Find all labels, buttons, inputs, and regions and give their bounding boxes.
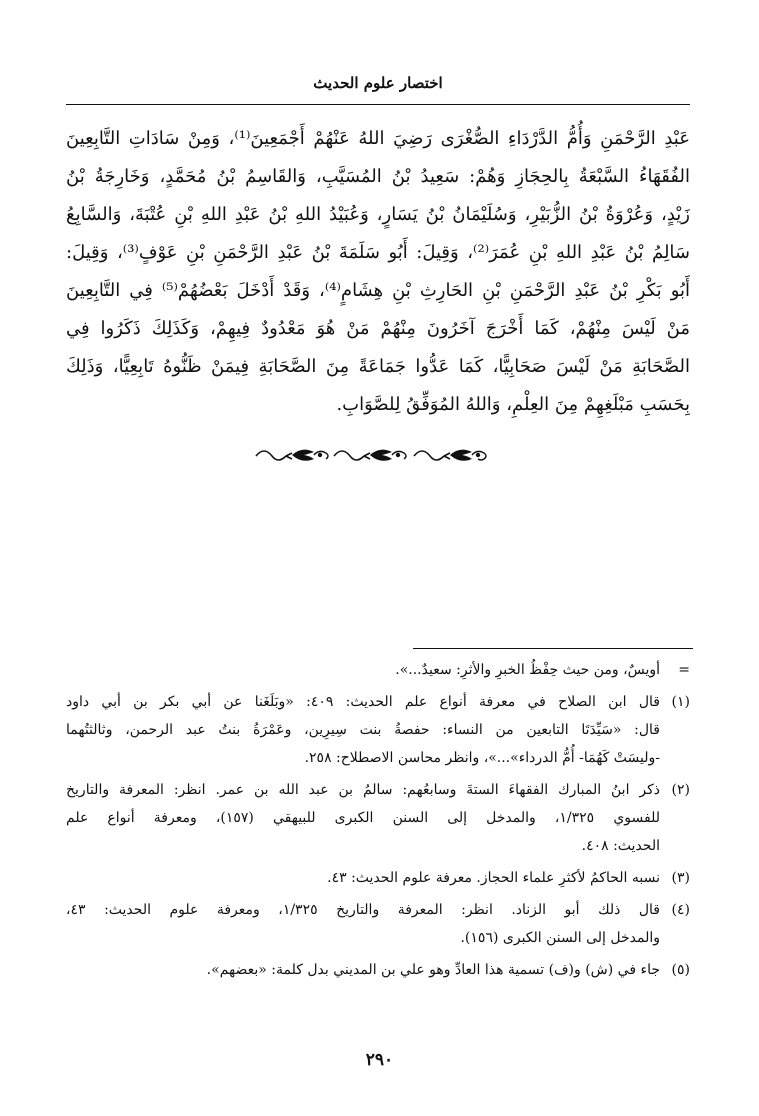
footnote-marker: = [678,662,690,678]
footnote-3 [66,864,690,892]
main-text [66,120,690,424]
header-rule [66,104,690,105]
text-line: سَالِمُ بْنُ عَبْدِ اللهِ بْنِ عُمَرَ⁽²⁾، وَقِيلَ: أَبُو سَلَمَةَ بْنُ عَبْدِ الرَّحْمَنِ بْنِ عَوْفٍ⁽³⁾، وَقِيلَ: [66,242,690,263]
footnote-continuation [66,656,690,684]
footnote-line: -وليسَتْ كَهُمَا- أُمُّ الدرداء»...»، وانظر محاسن الاصطلاح: ٢٥٨. [304,750,660,766]
text-line: بِحَسَبِ مَبْلَغِهِمْ مِنَ العِلْمِ، وَاللهُ المُوَفِّقُ لِلصَّوَابِ. [336,394,690,415]
footnote-line: الحديث: ٤٠٨. [581,838,660,854]
text-line: مَنْ لَيْسَ مِنْهُمْ، كَمَا أَخْرَجَ آخَرُونَ مِنْهُمْ مَنْ هُوَ مَعْدُودٌ فِيهِمْ، وَكَذَلِكَ ذَكَرُوا فِي [66,318,690,339]
footnote-body [66,776,660,860]
text-line: الصَّحَابَةِ مَنْ لَيْسَ صَحَابِيًّا، كَمَا عَدُّوا جَمَاعَةً مِنَ الصَّحَابَةِ فِيمَنْ ظَنُّوهُ تَابِعِيًّا، وَذَلِكَ [66,356,690,377]
footnote-body [66,864,660,892]
footnote-line: قال ابن الصلاح في معرفة أنواع علم الحديث: ٤٠٩: «وبَلَغَنا عن أبي بكر بن أبي داود [66,694,660,710]
footnote-body [66,688,660,772]
footnote-line: قال ذلك أبو الزناد. انظر: المعرفة والتاريخ ١/٣٢٥، ومعرفة علوم الحديث: ٤٣، [66,902,660,918]
footnote-marker: (٢) [671,782,690,798]
footnote-body [66,956,660,984]
footnote-line: أويسٌ، ومن حيث حِفْظُ الخبرِ والأثرِ: سعيدٌ...». [395,662,660,678]
footnote-1 [66,688,690,772]
footnote-marker: (٥) [671,962,690,978]
footnote-body [66,896,660,952]
text-line: زَيْدٍ، وَعُرْوَةُ بْنُ الزُّبَيْرِ، وَسُلَيْمَانُ بْنُ يَسَارٍ، وَعُبَيْدُ اللهِ بْنُ عَبْدِ اللهِ بْنِ عُتْبَةَ، وَالسَّابِعُ [66,204,690,225]
footnote-line: قال: «سَيِّدَتَا التابعين من النساء: حفصةُ بنت سِيرِين، وعَمْرَةُ بنتُ عبد الرحمن، وثالثتُهما [66,722,660,738]
text-line: الفُقَهَاءُ السَّبْعَةُ بِالحِجَازِ وَهُمْ: سَعِيدُ بْنُ المُسَيَّبِ، وَالقَاسِمُ بْنُ مُحَمَّدٍ، وَخَارِجَةُ بْنُ [66,166,690,187]
footnote-separator [413,648,693,649]
running-header-title: اختصار علوم الحديث [313,74,443,92]
footnote-line: للفسوي ١/٣٢٥، والمدخل إلى السنن الكبرى للبيهقي (١٥٧)، ومعرفة أنواع علم [66,810,660,826]
footnote-line: والمدخل إلى السنن الكبرى (١٥٦). [460,930,660,946]
footnotes [66,656,690,988]
footnote-4 [66,896,690,952]
footnote-body [66,656,660,684]
footnote-line: نسبه الحاكمُ لأكثرِ علماء الحجاز. معرفة علوم الحديث: ٤٣. [327,870,660,886]
ornament-divider-icon [250,440,498,470]
footnote-marker: (٣) [671,870,690,886]
footnote-line: ذكر ابنُ المبارك الفقهاءَ الستةَ وسابعُهم: سالمُ بن عبد الله بن عمر. انظر: المعرفة والتاريخ [66,782,660,798]
footnote-5 [66,956,690,984]
footnote-line: جاء في (ش) و(ف) تسمية هذا العادِّ وهو علي بن المديني بدل كلمة: «بعضهم». [206,962,660,978]
page-number: ٢٩٠ [365,1050,394,1070]
footnote-marker: (٤) [671,902,690,918]
text-line: أَبُو بَكْرِ بْنُ عَبْدِ الرَّحْمَنِ بْنِ الحَارِثِ بْنِ هِشَامٍ⁽⁴⁾، وَقَدْ أَدْخَلَ بَعْضُهُمْ⁽⁵⁾ فِي التَّابِعِينَ [66,280,690,301]
text-line: عَبْدِ الرَّحْمَنِ وَأُمُّ الدَّرْدَاءِ الصُّغْرَى رَضِيَ اللهُ عَنْهُمْ أَجْمَعِينَ⁽¹⁾، وَمِنْ سَادَاتِ التَّابِعِينَ [66,128,690,149]
footnote-marker: (١) [671,694,690,710]
footnote-2 [66,776,690,860]
